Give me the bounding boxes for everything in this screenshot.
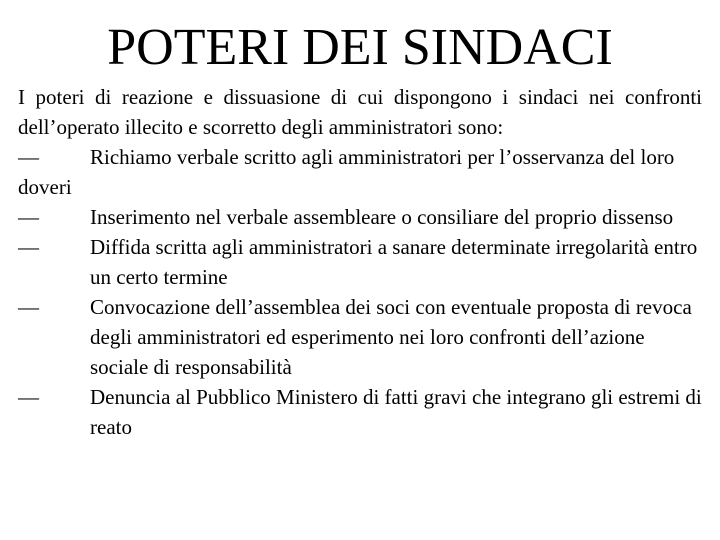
bullet-dash: –– (18, 385, 39, 409)
list-item (18, 292, 702, 382)
bullet-dash: –– (18, 145, 39, 169)
list-item (18, 142, 702, 202)
list-item-text: Denuncia al Pubblico Ministero di fatti gravi che integrano gli estremi di reato (90, 385, 702, 439)
list-item-text: Convocazione dell’assemblea dei soci con eventuale proposta di revoca degli amministratori ed esperimento nei loro confronti dell’azione sociale di responsabilità (90, 295, 692, 379)
bullet-dash: –– (18, 235, 39, 259)
bullet-dash: –– (18, 295, 39, 319)
slide-title: POTERI DEI SINDACI (107, 19, 613, 76)
list-item (18, 232, 702, 292)
slide-body (18, 82, 702, 442)
intro-paragraph: I poteri di reazione e dissuasione di cui dispongono i sindaci nei confronti dell’operato illecito e scorretto degli amministratori sono: (18, 85, 702, 139)
bullet-dash: –– (18, 205, 39, 229)
list-item-text: Diffida scritta agli amministratori a sanare determinate irregolarità entro un certo termine (90, 235, 698, 289)
list-item (18, 382, 702, 442)
list-item-text: Richiamo verbale scritto agli amministratori per l’osservanza del loro doveri (18, 145, 675, 199)
list-item-text: Inserimento nel verbale assembleare o consiliare del proprio dissenso (90, 205, 674, 229)
list-item (18, 202, 702, 232)
